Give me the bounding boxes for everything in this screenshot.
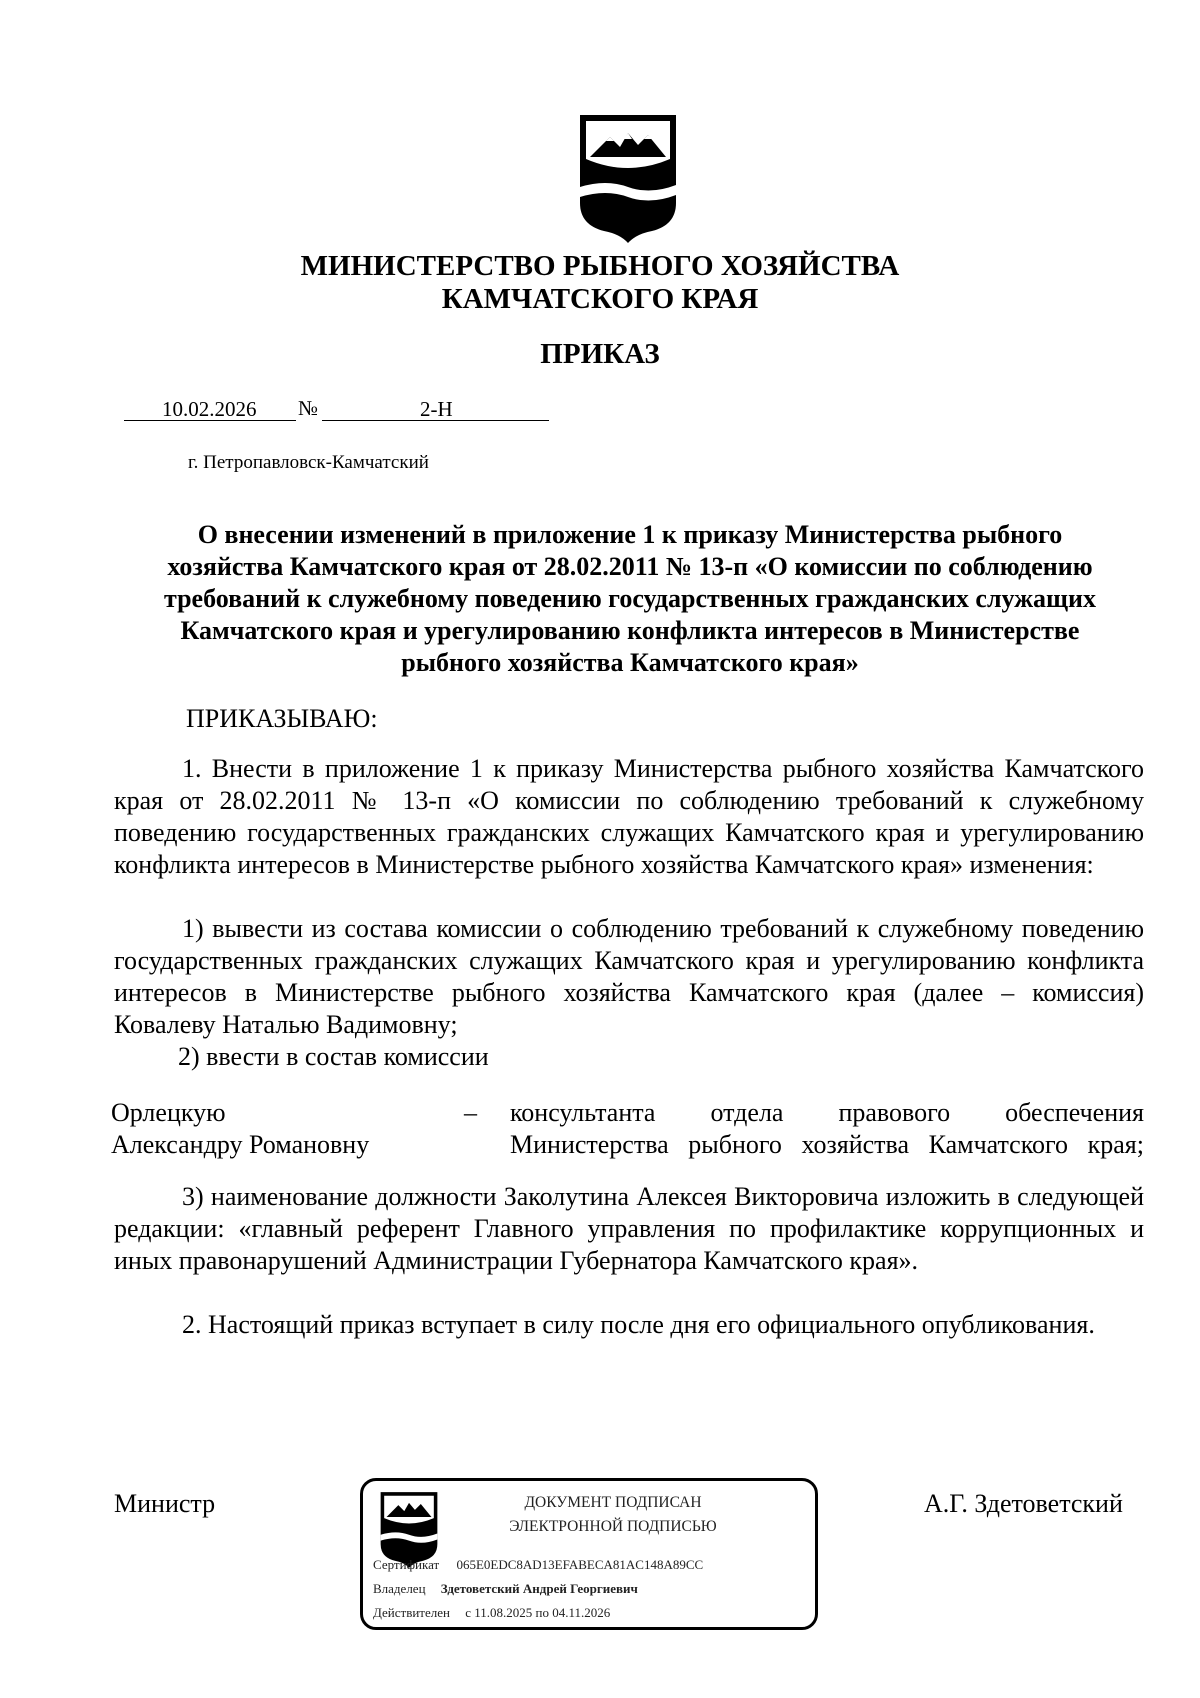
document-number: 2-Н <box>420 397 453 421</box>
member-name <box>111 1097 369 1161</box>
document-type: ПРИКАЗ <box>540 338 660 370</box>
signer-position: Министр <box>114 1489 216 1518</box>
member-name-line2: Александру Романовну <box>111 1130 370 1159</box>
ministry-name-line1: МИНИСТЕРСТВО РЫБНОГО ХОЗЯЙСТВА <box>300 250 900 282</box>
document-date: 10.02.2026 <box>162 397 257 421</box>
stamp-owner-value: Здетоветский Андрей Георгиевич <box>440 1581 638 1596</box>
member-name-line1: Орлецкую <box>111 1098 226 1127</box>
ministry-name-line2: КАМЧАТСКОГО КРАЯ <box>441 283 759 315</box>
number-sign: № <box>298 396 319 420</box>
member-position: консультанта отдела правового обеспечения Министерства рыбного хозяйства Камчатского края; <box>510 1098 1144 1159</box>
stamp-valid-label: Действителен <box>373 1605 450 1620</box>
order-word: ПРИКАЗЫВАЮ: <box>186 704 378 733</box>
city: г. Петропавловск-Камчатский <box>188 452 429 473</box>
ministry-name <box>0 250 1200 316</box>
paragraph-1-3: 3) наименование должности Заколутина Алексея Викторовича изложить в следующей редакции: «главный референт Главного управления по профилактике коррупционных и иных правонарушений Администрации Губернатора Камчатского края». <box>114 1182 1144 1275</box>
document-title: О внесении изменений в приложение 1 к приказу Министерства рыбного хозяйства Камчатского края от 28.02.2011 № 13-п «О комиссии по соблюдению требований к служебному поведению государственных гражданских служащих Камчатского края и урегулированию конфликта интересов в Министерстве рыбного хозяйства Камчатского края» <box>164 520 1096 677</box>
paragraph-1-2: 2) ввести в состав комиссии <box>178 1042 489 1071</box>
stamp-valid-value: с 11.08.2025 по 04.11.2026 <box>465 1605 611 1620</box>
stamp-heading-line1: ДОКУМЕНТ ПОДПИСАН <box>524 1494 702 1511</box>
electronic-signature-stamp <box>360 1478 818 1630</box>
stamp-heading-line2: ЭЛЕКТРОННОЙ ПОДПИСЬЮ <box>509 1518 717 1535</box>
kamchatka-coat-of-arms <box>576 113 680 245</box>
stamp-cert-value: 065E0EDC8AD13EFABECA81AC148A89CC <box>456 1557 704 1572</box>
paragraph-2: 2. Настоящий приказ вступает в силу после дня его официального опубликования. <box>182 1310 1095 1339</box>
signer-name: А.Г. Здетоветский <box>924 1489 1123 1518</box>
stamp-cert-label: Сертификат <box>373 1557 440 1572</box>
paragraph-1: 1. Внести в приложение 1 к приказу Министерства рыбного хозяйства Камчатского края от 28.02.2011 № 13-п «О комиссии по соблюдению требований к служебному поведению государственных гражданских служащих Камчатского края и урегулированию конфликта интересов в Министерстве рыбного хозяйства Камчатского края» изменения: <box>114 754 1144 879</box>
member-dash: – <box>464 1098 477 1127</box>
stamp-owner-label: Владелец <box>373 1581 426 1596</box>
paragraph-1-1: 1) вывести из состава комиссии о соблюдению требований к служебному поведению государственных гражданских служащих Камчатского края и урегулированию конфликта интересов в Министерстве рыбного хозяйства Камчатского края (далее – комиссия) Ковалеву Наталью Вадимовну; <box>114 914 1144 1039</box>
